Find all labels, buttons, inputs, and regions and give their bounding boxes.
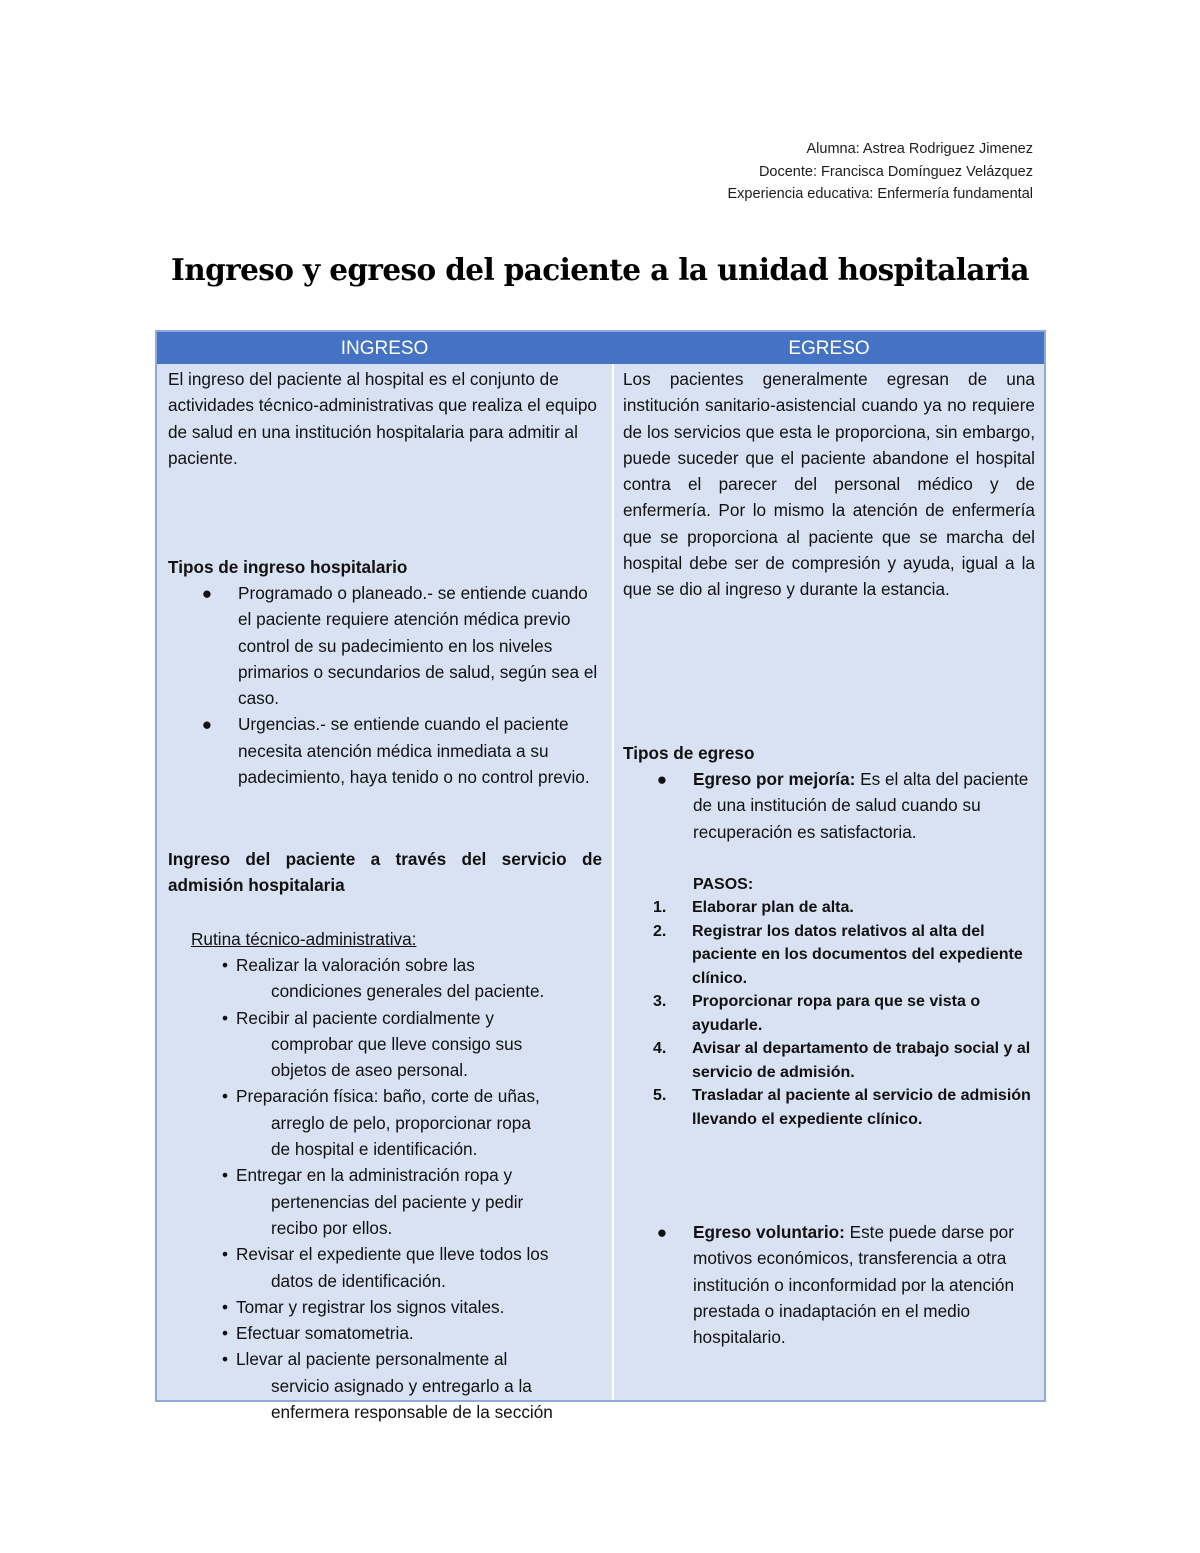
list-item: • Preparación física: baño, corte de uñas, arreglo de pelo, proporcionar ropa de hospital e identificación. [168, 1083, 602, 1162]
egreso-cell [623, 364, 1035, 1400]
pasos-list [623, 896, 1035, 1131]
bullet-icon: • [221, 1244, 229, 1265]
rutina-list [168, 952, 602, 1425]
bullet-icon: ● [656, 769, 668, 789]
list-item: • Llevar al paciente personalmente al servicio asignado y entregarlo a la enfermera responsable de la sección [168, 1346, 602, 1425]
teacher-name: Docente: Francisca Domínguez Velázquez [758, 163, 1033, 180]
list-item [623, 766, 1035, 845]
egreso-mejoria-label: Egreso por mejoría: [693, 769, 856, 789]
bullet-icon: ● [201, 583, 213, 603]
rutina-heading: Rutina técnico-administrativa: [191, 929, 417, 949]
list-item: 3. Proporcionar ropa para que se vista o ayudarle. [653, 993, 981, 1034]
column-divider [612, 364, 614, 1400]
list-item: • Realizar la valoración sobre las condiciones generales del paciente. [168, 952, 602, 1005]
bullet-icon: • [221, 1349, 229, 1370]
egreso-voluntario-label: Egreso voluntario: [693, 1222, 845, 1242]
ingreso-intro: El ingreso del paciente al hospital es el conjunto de actividades técnico-administrativas que realiza el equipo de salud en una institución hospitalaria para admitir al paciente. [168, 369, 597, 468]
bullet-icon: • [221, 955, 229, 975]
bullet-icon: • [221, 1086, 229, 1107]
ingreso-types-list [168, 580, 602, 790]
paso-3: Proporcionar ropa para que se vista o ayudarle. [692, 993, 981, 1034]
egreso-voluntario-text: Este puede darse por motivos económicos, transferencia a otra institución o inconformidad por la atención prestada o inadaptación en el medio hospitalario. [693, 1222, 1015, 1348]
table-header-row [157, 332, 1044, 364]
comparison-table [155, 330, 1046, 1423]
list-item: • Recibir al paciente cordialmente y comprobar que lleve consigo sus objetos de aseo personal. [168, 1005, 602, 1084]
ingreso-type-programado: Programado o planeado.- se entiende cuando el paciente requiere atención médica previo control de su padecimiento en los niveles primarios o secundarios de salud, según sea el caso. [238, 583, 598, 709]
paso-5: Trasladar al paciente al servicio de admisión llevando el expediente clínico. [692, 1087, 1031, 1128]
paso-1: Elaborar plan de alta. [692, 899, 854, 916]
list-item: 4. Avisar al departamento de trabajo social y al servicio de admisión. [653, 1040, 1031, 1081]
egreso-types-heading: Tipos de egreso [623, 743, 755, 763]
header-egreso: EGRESO [788, 338, 870, 359]
student-name: Alumna: Astrea Rodriguez Jimenez [806, 141, 1033, 157]
bullet-icon: ● [656, 1222, 668, 1242]
ingreso-cell [168, 364, 602, 1423]
egreso-voluntario [623, 1219, 1035, 1350]
bullet-icon: ● [201, 714, 213, 735]
egreso-intro: Los pacientes generalmente egresan de una institución sanitario-asistencial cuando ya no requiere de los servicios que esta le proporciona, sin embargo, puede suceder que el paciente abandone el hospital contra el parecer del personal médico y de enfermería. Por lo mismo la atención de enfermería que se proporciona al paciente que se marcha del hospital debe ser de compresión y ayuda, igual a la que se dio al ingreso y durante la estancia. [623, 369, 1035, 600]
list-item: • Entregar en la administración ropa y pertenencias del paciente y pedir recibo por ellos. [168, 1162, 602, 1241]
list-item [168, 711, 602, 790]
header-ingreso: INGRESO [340, 338, 429, 359]
list-item: • Revisar el expediente que lleve todos los datos de identificación. [168, 1241, 602, 1294]
paso-2: Registrar los datos relativos al alta del paciente en los documentos del expediente clínico. [692, 922, 1023, 987]
egreso-mejoria-text: Es el alta del paciente de una institución de salud cuando su recuperación es satisfactoria. [693, 769, 1029, 842]
ingreso-type-urgencias: Urgencias.- se entiende cuando el paciente necesita atención médica inmediata a su padecimiento, haya tenido o no control previo. [238, 714, 590, 788]
bullet-icon: • [221, 1296, 229, 1317]
list-item: • Efectuar somatometria. [168, 1320, 602, 1346]
bullet-icon: • [221, 1165, 229, 1186]
course-name: Experiencia educativa: Enfermería fundamental [727, 186, 1033, 202]
list-item [168, 580, 602, 711]
list-item: 5. Trasladar al paciente al servicio de admisión llevando el expediente clínico. [653, 1087, 1031, 1128]
list-item: • Tomar y registrar los signos vitales. [168, 1294, 602, 1320]
document-title: Ingreso y egreso del paciente a la unidad hospitalaria [171, 252, 1029, 287]
admision-heading: Ingreso del paciente a través del servicio de admisión hospitalaria [168, 849, 602, 896]
document-header [728, 138, 1033, 206]
list-item: 1. Elaborar plan de alta. [653, 899, 854, 916]
list-item: 2. Registrar los datos relativos al alta del paciente en los documentos del expediente clínico. [653, 922, 1023, 987]
egreso-mejoria [623, 766, 1035, 845]
list-item [623, 1219, 1035, 1350]
ingreso-types-heading: Tipos de ingreso hospitalario [168, 557, 408, 577]
pasos-label: PASOS: [693, 876, 754, 893]
bullet-icon: • [221, 1007, 229, 1028]
paso-4: Avisar al departamento de trabajo social y al servicio de admisión. [692, 1040, 1031, 1081]
bullet-icon: • [221, 1323, 229, 1344]
